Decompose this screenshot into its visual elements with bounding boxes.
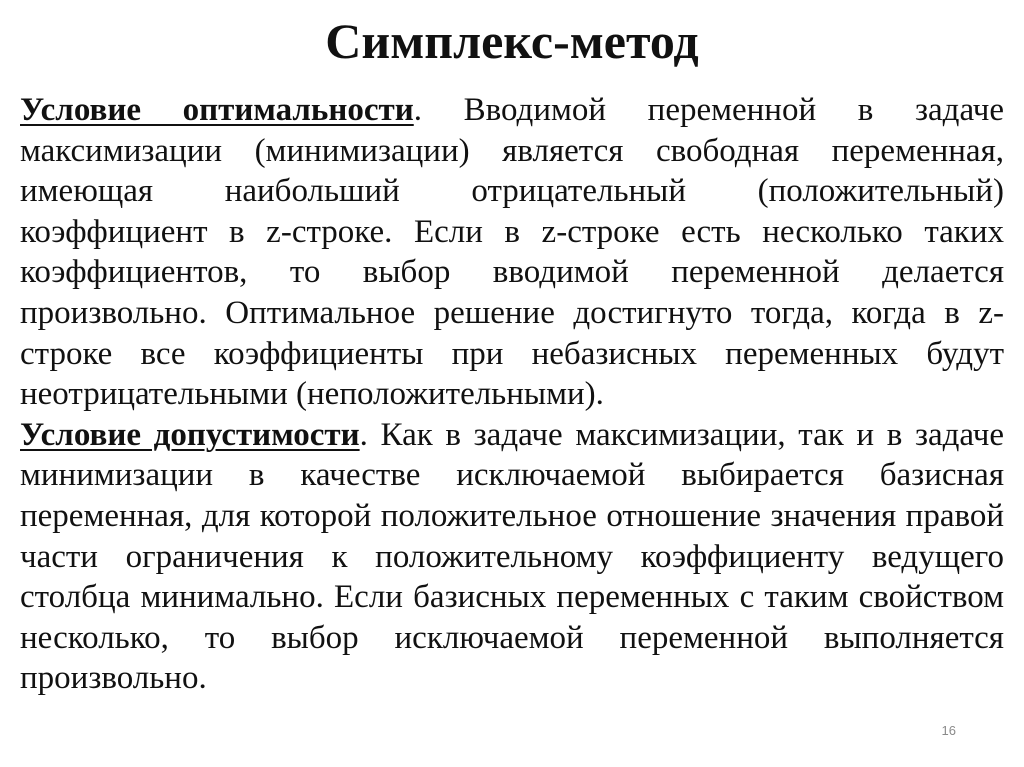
feasibility-term: Условие допустимости [20,416,360,453]
slide-title: Симплекс-метод [325,13,699,69]
feasibility-paragraph [20,415,1004,699]
slide-body [20,90,1004,699]
feasibility-text: . Как в задаче максимизации, так и в задаче минимизации в качестве исключаемой выбирается базисная переменная, для которой положительное отношение значения правой части ограничения к положительному коэффициенту ведущего столбца минимально. Если базисных переменных с таким свойством несколько, то выбор исключаемой переменной выполняется произвольно. [20,416,1004,697]
optimality-text: . Вводимой переменной в задаче максимизации (минимизации) является свободная переменная, имеющая наибольший отрицательный (положительный) коэффициент в z-строке. Если в z-строке есть несколько таких коэффициентов, то выбор вводимой переменной делается произвольно. Оптимальное решение достигнуто тогда, когда в z-строке все коэффициенты при небазисных переменных будут неотрицательными (неположительными). [20,92,1005,413]
optimality-paragraph [20,90,1004,415]
optimality-term: Условие оптимальности [20,92,414,128]
page-number: 16 [941,723,956,738]
